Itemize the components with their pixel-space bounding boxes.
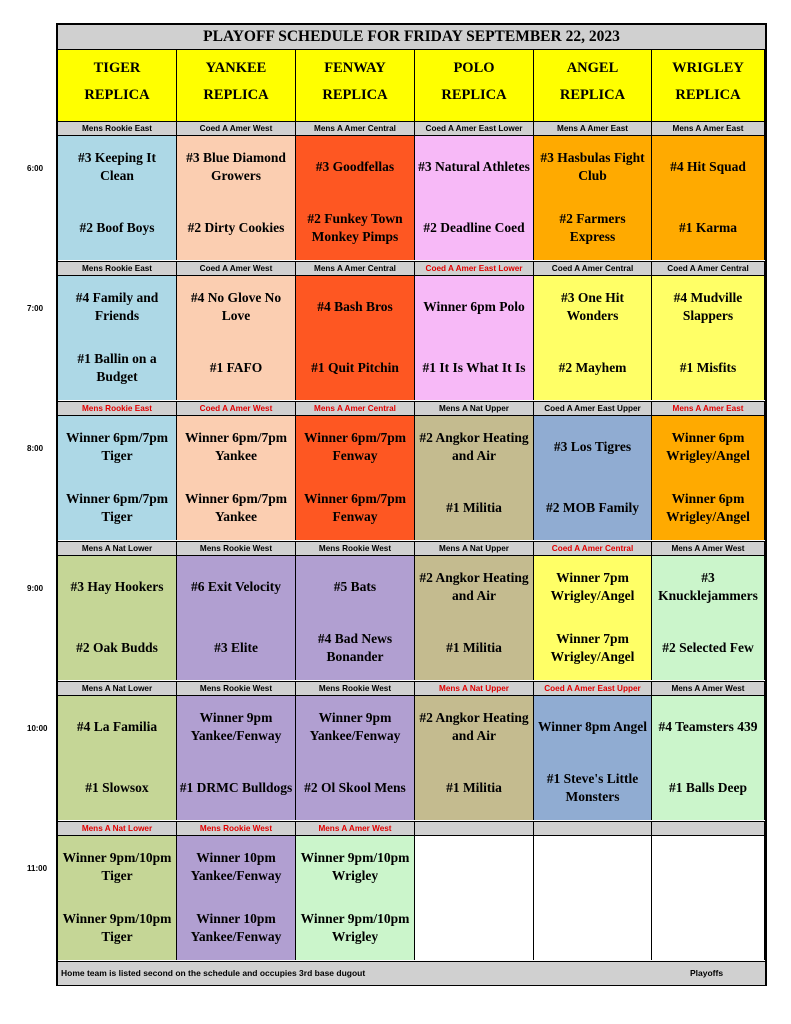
game-cell	[652, 276, 765, 400]
division-label: Mens Rookie West	[177, 541, 296, 556]
game-cell	[652, 416, 765, 540]
game-cell	[534, 556, 652, 680]
away-team: #3 Blue Diamond Growers	[186, 150, 286, 183]
home-team: #1 Ballin on a Budget	[77, 351, 157, 384]
division-label: Coed A Amer East Lower	[415, 121, 534, 136]
game-cell	[296, 276, 415, 400]
division-label	[415, 821, 534, 836]
home-team: #1 Steve's Little Monsters	[546, 771, 639, 804]
game-cell	[58, 836, 177, 960]
column-name: FENWAY	[324, 60, 386, 76]
division-label: Mens A Amer Central	[296, 401, 415, 416]
home-team: #1 FAFO	[209, 360, 263, 375]
game-cell	[58, 556, 177, 680]
game-cell	[177, 416, 296, 540]
division-label: Mens A Nat Upper	[415, 681, 534, 696]
away-team: Winner 7pm Wrigley/Angel	[550, 570, 635, 603]
away-team: #6 Exit Velocity	[191, 579, 281, 594]
playoff-schedule-table	[56, 23, 767, 986]
home-team: #1 Slowsox	[85, 780, 149, 795]
away-team: #4 Hit Squad	[670, 159, 746, 174]
away-team: #4 Mudville Slappers	[673, 290, 743, 323]
division-label: Mens A Nat Lower	[58, 681, 177, 696]
division-label: Mens Rookie East	[58, 261, 177, 276]
away-team: #4 No Glove No Love	[190, 290, 282, 323]
division-label: Mens Rookie West	[177, 821, 296, 836]
division-label	[652, 821, 765, 836]
home-team: Winner 6pm/7pm Tiger	[66, 491, 168, 524]
home-team: #2 Oak Budds	[76, 640, 158, 655]
away-team: #4 Bash Bros	[317, 299, 393, 314]
away-team: Winner 6pm/7pm Fenway	[304, 430, 406, 463]
division-label	[534, 821, 652, 836]
column-name: POLO	[453, 60, 495, 76]
away-team: Winner 6pm Polo	[423, 299, 525, 314]
home-team: #1 Militia	[446, 640, 502, 655]
home-team: #2 Dirty Cookies	[187, 220, 285, 235]
game-cell	[534, 276, 652, 400]
away-team: #3 Knucklejammers	[658, 570, 758, 603]
division-label: Mens A Amer East	[652, 401, 765, 416]
game-cell	[652, 696, 765, 820]
division-label: Mens A Amer Central	[296, 261, 415, 276]
division-label: Mens A Amer East	[652, 121, 765, 136]
away-team: Winner 10pm Yankee/Fenway	[190, 850, 282, 883]
time-slot-label: 11:00	[27, 864, 48, 873]
away-team: #3 Goodfellas	[315, 159, 395, 174]
game-cell	[58, 696, 177, 820]
game-cell	[534, 136, 652, 260]
game-cell	[58, 136, 177, 260]
away-team: #3 Hay Hookers	[70, 579, 164, 594]
division-label: Mens A Nat Lower	[58, 821, 177, 836]
time-slot-label: 8:00	[27, 444, 44, 453]
away-team: Winner 8pm Angel	[537, 719, 648, 734]
division-label: Coed A Amer West	[177, 121, 296, 136]
division-label: Coed A Amer Central	[534, 541, 652, 556]
column-subtitle: REPLICA	[675, 87, 741, 103]
game-cell	[58, 416, 177, 540]
column-subtitle: REPLICA	[559, 87, 626, 103]
game-cell	[652, 556, 765, 680]
home-team: #2 Ol Skool Mens	[304, 780, 406, 795]
home-team: Winner 6pm/7pm Fenway	[304, 491, 406, 524]
away-team: Winner 6pm/7pm Yankee	[185, 430, 287, 463]
column-name: YANKEE	[205, 60, 267, 76]
away-team: #4 Teamsters 439	[658, 719, 758, 734]
away-team: Winner 9pm/10pm Wrigley	[300, 850, 410, 883]
game-cell	[415, 136, 534, 260]
division-label: Mens A Amer Central	[296, 121, 415, 136]
division-label: Mens A Nat Upper	[415, 541, 534, 556]
away-team: Winner 6pm/7pm Tiger	[66, 430, 168, 463]
column-name: WRIGLEY	[672, 60, 744, 76]
game-cell	[652, 836, 765, 960]
game-cell	[177, 276, 296, 400]
time-slot-label: 7:00	[27, 304, 44, 313]
game-cell	[534, 416, 652, 540]
column-subtitle: REPLICA	[441, 87, 507, 103]
division-label: Coed A Amer West	[177, 261, 296, 276]
division-label: Mens A Amer West	[296, 821, 415, 836]
home-team: #2 Deadline Coed	[423, 220, 525, 235]
away-team: Winner 9pm/10pm Tiger	[62, 850, 172, 883]
footer-label: Playoffs	[690, 968, 724, 978]
away-team: #3 Los Tigres	[553, 439, 632, 454]
game-cell	[415, 276, 534, 400]
division-label: Mens A Amer East	[534, 121, 652, 136]
home-team: #1 DRMC Bulldogs	[179, 780, 293, 795]
away-team: Winner 9pm Yankee/Fenway	[190, 710, 282, 743]
home-team: #2 Farmers Express	[559, 211, 626, 244]
game-cell	[177, 136, 296, 260]
away-team: #2 Angkor Heating and Air	[419, 430, 529, 463]
home-team: Winner 7pm Wrigley/Angel	[550, 631, 635, 664]
home-team: Winner 9pm/10pm Tiger	[62, 911, 172, 944]
away-team: Winner 6pm Wrigley/Angel	[666, 430, 750, 463]
home-team: #1 Quit Pitchin	[311, 360, 399, 375]
away-team: #3 Keeping It Clean	[77, 150, 156, 183]
game-cell	[652, 136, 765, 260]
division-label: Mens Rookie West	[296, 541, 415, 556]
game-cell	[296, 696, 415, 820]
home-team: #1 It Is What It Is	[422, 360, 526, 375]
game-cell	[177, 556, 296, 680]
game-cell	[415, 556, 534, 680]
away-team: #4 Family and Friends	[75, 290, 159, 323]
home-team	[654, 897, 762, 959]
division-label: Coed A Amer East Lower	[415, 261, 534, 276]
division-label: Coed A Amer East Upper	[534, 681, 652, 696]
home-team: #1 Militia	[446, 780, 502, 795]
away-team: #5 Bats	[333, 579, 377, 594]
home-team: #4 Bad News Bonander	[317, 631, 393, 664]
division-label: Mens A Nat Lower	[58, 541, 177, 556]
away-team	[536, 836, 649, 898]
home-team: #2 Boof Boys	[79, 220, 155, 235]
division-label: Mens Rookie East	[58, 121, 177, 136]
division-label: Coed A Amer Central	[652, 261, 765, 276]
away-team: Winner 9pm Yankee/Fenway	[309, 710, 401, 743]
away-team: #2 Angkor Heating and Air	[419, 710, 529, 743]
division-label: Coed A Amer Central	[534, 261, 652, 276]
division-label: Mens A Nat Upper	[415, 401, 534, 416]
schedule-footer	[58, 961, 765, 985]
away-team	[654, 836, 762, 898]
footer-note: Home team is listed second on the schedule and occupies 3rd base dugout	[61, 968, 366, 978]
home-team: #1 Karma	[678, 220, 738, 235]
game-cell	[296, 836, 415, 960]
away-team: #3 One Hit Wonders	[561, 290, 624, 323]
column-name: ANGEL	[566, 60, 619, 76]
home-team: #1 Balls Deep	[668, 780, 747, 795]
home-team: Winner 6pm Wrigley/Angel	[666, 491, 750, 524]
column-name: TIGER	[93, 60, 141, 76]
game-cell	[58, 276, 177, 400]
home-team: Winner 6pm/7pm Yankee	[185, 491, 287, 524]
game-cell	[534, 696, 652, 820]
away-team: #3 Hasbulas Fight Club	[540, 150, 645, 183]
time-slot-label: 6:00	[27, 164, 44, 173]
game-cell	[177, 836, 296, 960]
game-cell	[415, 416, 534, 540]
away-team: #4 La Familia	[76, 719, 158, 734]
game-cell	[534, 836, 652, 960]
column-subtitle: REPLICA	[322, 87, 388, 103]
home-team: #3 Elite	[214, 640, 258, 655]
home-team: #2 Funkey Town Monkey Pimps	[307, 211, 403, 244]
division-label: Mens Rookie West	[296, 681, 415, 696]
home-team: Winner 10pm Yankee/Fenway	[190, 911, 282, 944]
home-team: #1 Misfits	[679, 360, 737, 375]
game-cell	[296, 416, 415, 540]
game-cell	[177, 696, 296, 820]
time-slot-label: 9:00	[27, 584, 44, 593]
game-cell	[296, 136, 415, 260]
division-label: Mens A Amer West	[652, 541, 765, 556]
away-team	[417, 836, 531, 898]
division-label: Coed A Amer East Upper	[534, 401, 652, 416]
game-cell	[296, 556, 415, 680]
home-team: Winner 9pm/10pm Wrigley	[300, 911, 410, 944]
away-team: #2 Angkor Heating and Air	[419, 570, 529, 603]
division-label: Mens Rookie West	[177, 681, 296, 696]
away-team: #3 Natural Athletes	[418, 159, 530, 174]
division-label: Mens A Amer West	[652, 681, 765, 696]
division-label: Mens Rookie East	[58, 401, 177, 416]
home-team: #2 Selected Few	[662, 640, 754, 655]
schedule-title: PLAYOFF SCHEDULE FOR FRIDAY SEPTEMBER 22, 2023	[58, 25, 765, 50]
column-subtitle: REPLICA	[203, 87, 269, 103]
game-cell	[415, 836, 534, 960]
home-team	[417, 897, 531, 959]
home-team: #1 Militia	[446, 500, 502, 515]
home-team: #2 MOB Family	[546, 500, 639, 515]
time-slot-label: 10:00	[27, 724, 48, 733]
home-team: #2 Mayhem	[558, 360, 627, 375]
column-subtitle: REPLICA	[84, 87, 150, 103]
game-cell	[415, 696, 534, 820]
home-team	[536, 897, 649, 959]
division-label: Coed A Amer West	[177, 401, 296, 416]
